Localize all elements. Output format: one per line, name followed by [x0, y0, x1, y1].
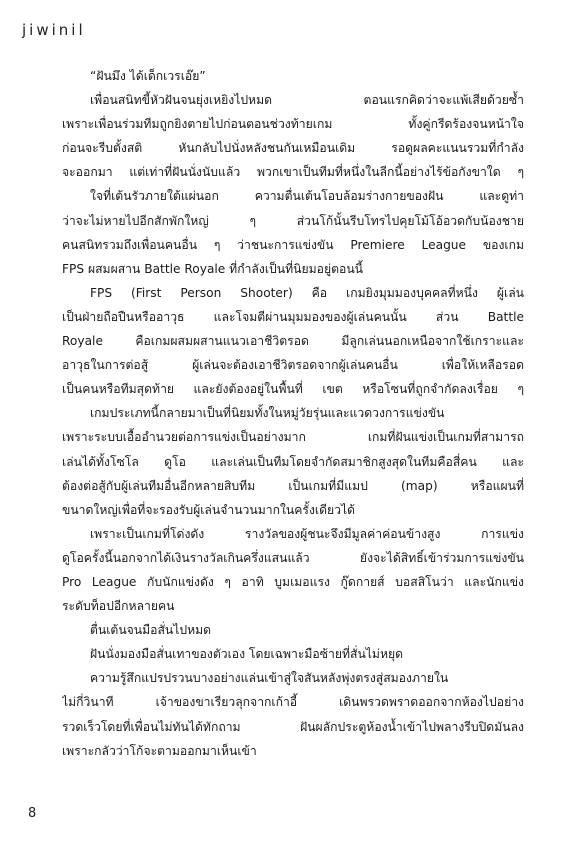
paragraph-line: “ฝันมึง ได้เด็กเวรเอ๊ย”: [90, 69, 206, 83]
paragraph-line: ขนาดใหญ่เพื่อที่จะรองรับผู้เล่นจำนวนมากในครั้งเดียวได้: [62, 502, 356, 517]
paragraph-line: อาวุธในการต่อสู้ ผู้เล่นจะต้องเอาชีวิตรอดจากผู้เล่นคนอื่น เพื่อให้เหลือรอด: [62, 358, 524, 373]
running-head: jiwinil: [22, 21, 86, 39]
paragraph-line: จะออกมา แต่เท่าที่ฝันนั่งนับแล้ว พวกเขาเป็นทีมที่หนึ่งในลีกนี้อย่างไร้ข้อกังขาใด ๆ: [62, 165, 524, 180]
paragraph-line: เล่นได้ทั้งโซโล ดูโอ และเล่นเป็นทีมโดยจำกัดสมาชิกสูงสุดในทีมคือสี่คน และ: [62, 454, 524, 469]
paragraph-line: เกมประเภทนี้กลายมาเป็นที่นิยมทั้งในหมู่วัยรุ่นและแวดวงการแข่งขัน: [90, 406, 445, 421]
paragraph-line: ไม่กี่วินาที เจ้าของขาเรียวลุกจากเก้าอี้ เดินพรวดพราดออกจากห้องไปอย่าง: [62, 695, 524, 710]
paragraph-line: เป็นคนหรือทีมสุดท้าย และยังต้องอยู่ในพื้นที่ เขต หรือโซนที่ถูกจำกัดลงเรื่อย ๆ: [62, 382, 524, 397]
paragraph-line: คนสนิทรวมถึงเพื่อนคนอื่น ๆ ว่าชนะการแข่งขัน Premiere League ของเกม: [62, 237, 524, 252]
paragraph-line: รวดเร็วโดยที่เพื่อนไม่ทันได้ทักถาม ฝันผลักประตูห้องน้ำเข้าไปพลางรีบปิดมันลง: [62, 719, 524, 734]
body-text: [62, 64, 524, 763]
paragraph-line: ก่อนจะรีบตั้งสติ หันกลับไปนั่งหลังชนกันเหมือนเดิม รอดูผลคะแนนรวมที่กำลัง: [62, 141, 524, 156]
paragraph-line: เพราะระบบเอื้ออำนวยต่อการแข่งเป็นอย่างมาก เกมที่ฝันแข่งเป็นเกมที่สามารถ: [62, 430, 524, 445]
paragraph-line: ต้องต่อสู้กับผู้เล่นทีมอื่นอีกหลายสิบทีม เป็นเกมที่มีแมป (map) หรือแผนที่: [62, 478, 524, 493]
paragraph-line: Pro League กับนักแข่งดัง ๆ อาทิ บูมเมอแรง กู๊ดกายส์ บอสสิโนว่า และนักแข่ง: [62, 574, 524, 589]
page-number: 8: [28, 806, 37, 821]
paragraph-line: FPS (First Person Shooter) คือ เกมยิงมุมมองบุคคลที่หนึ่ง ผู้เล่น: [90, 285, 524, 300]
paragraph-line: เป็นฝ่ายถือปืนหรืออาวุธ และโจมตีผ่านมุมมองของผู้เล่นคนนั้น ส่วน Battle: [62, 309, 524, 324]
paragraph-line: ตื่นเต้นจนมือสั่นไปหมด: [90, 623, 212, 638]
paragraph-line: เพราะเป็นเกมที่โด่งดัง รางวัลของผู้ชนะจึงมีมูลค่าค่อนข้างสูง การแข่ง: [90, 526, 524, 541]
paragraph-line: ใจที่เต้นรัวภายใต้แผ่นอก ความตื่นเต้นโอบล้อมร่างกายของฝัน และดูท่า: [90, 189, 524, 204]
paragraph-line: เพื่อนสนิทขี้หัวฝันจนยุ่งเหยิงไปหมด ตอนแรกคิดว่าจะแพ้เสียด้วยซ้ำ: [90, 93, 524, 108]
paragraph-line: Royale คือเกมผสมผสานแนวเอาชีวิตรอด มีลูกเล่นนอกเหนือจากใช้เกราะและ: [62, 334, 524, 349]
paragraph-line: ความรู้สึกแปรปรวนบางอย่างแล่นเข้าสู่ใจสันหลังพุ่งตรงสู่สมองภายใน: [90, 671, 449, 686]
paragraph-line: ระดับท็อปอีกหลายคน: [62, 599, 175, 614]
paragraph-line: FPS ผสมผสาน Battle Royale ที่กำลังเป็นที่นิยมอยู่ตอนนี้: [62, 261, 363, 276]
paragraph-line: ว่าจะไม่หายไปอีกสักพักใหญ่ ๆ ส่วนโก้นั้นรีบโทรไปคุยโม้โอ้อวดกับน้องชาย: [62, 213, 524, 228]
paragraph-line: เพราะเพื่อนร่วมทีมถูกยิงตายไปก่อนตอนช่วงท้ายเกม ทั้งคู่กรีดร้องจนหน้าใจ: [62, 117, 524, 132]
paragraph-line: เพราะกลัวว่าโก้จะตามออกมาเห็นเข้า: [62, 743, 257, 758]
paragraph-line: ฝันนั่งมองมือสั่นเทาของตัวเอง โดยเฉพาะมือซ้ายที่สั่นไม่หยุด: [90, 647, 404, 662]
paragraph-line: ดูโอครั้งนี้นอกจากได้เงินรางวัลเกินครึ่งแสนแล้ว ยังจะได้สิทธิ์เข้าร่วมการแข่งขัน: [62, 550, 524, 565]
